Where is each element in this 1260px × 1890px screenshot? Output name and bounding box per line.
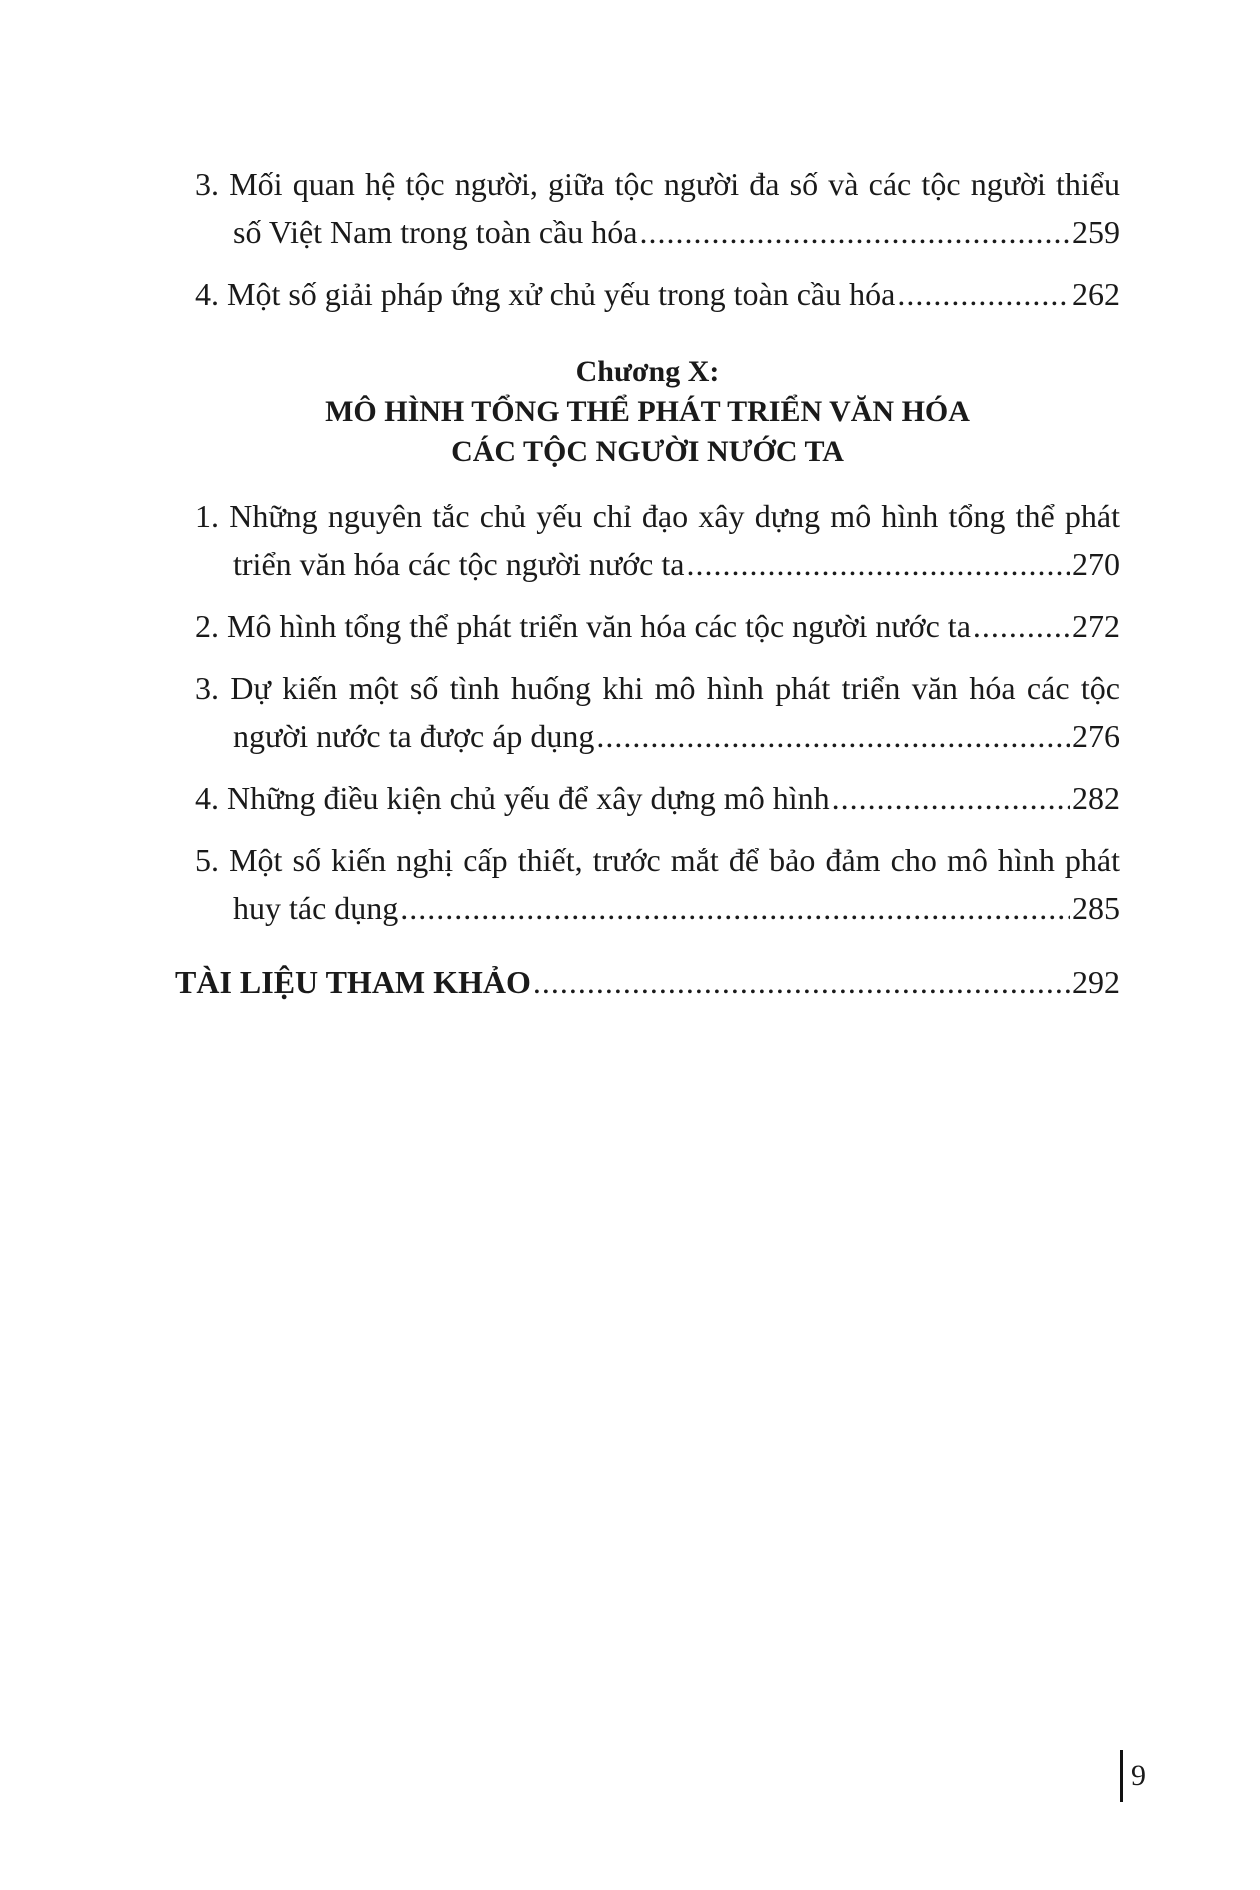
toc-entry	[175, 270, 1120, 318]
toc-entry	[175, 664, 1120, 760]
dot-leader	[533, 958, 1070, 1006]
toc-entry-title: Một số giải pháp ứng xử chủ yếu trong toàn cầu hóa	[227, 276, 896, 312]
toc-page-number: 282	[1072, 780, 1120, 816]
chapter-label: Chương X:	[575, 355, 720, 388]
dot-leader	[832, 774, 1070, 822]
toc-entry-number: 4.	[195, 276, 219, 312]
toc-page-number: 276	[1072, 718, 1120, 754]
toc-entry-number: 1.	[195, 498, 219, 534]
toc-page-number: 292	[1072, 964, 1120, 1000]
toc-page-number: 272	[1072, 608, 1120, 644]
chapter-title-line: MÔ HÌNH TỔNG THỂ PHÁT TRIỂN VĂN HÓA	[325, 395, 970, 428]
toc-entry-line	[175, 492, 1120, 540]
page-number: 9	[1120, 1750, 1146, 1802]
dot-leader	[640, 208, 1071, 256]
toc-entry-title-cont: triển văn hóa các tộc người nước ta	[233, 546, 685, 582]
toc-entry-line	[175, 602, 1120, 650]
toc-page-number: 259	[1072, 214, 1120, 250]
toc-entry-line	[175, 208, 1120, 256]
dot-leader	[973, 602, 1070, 650]
toc-entry-line	[175, 270, 1120, 318]
toc-page-number: 285	[1072, 890, 1120, 926]
toc-entry-line	[175, 774, 1120, 822]
dot-leader	[686, 540, 1070, 588]
toc-entry-line	[175, 664, 1120, 712]
toc-entry-line	[175, 160, 1120, 208]
toc-entry-title: Dự kiến một số tình huống khi mô hình phát triển văn hóa các tộc	[230, 670, 1121, 706]
toc-entry-title: Những điều kiện chủ yếu để xây dựng mô hình	[227, 780, 830, 816]
toc-entry-title: Mối quan hệ tộc người, giữa tộc người đa số và các tộc người thiểu	[229, 166, 1121, 202]
toc-entry-line	[175, 836, 1120, 884]
toc-entry-title-cont: người nước ta được áp dụng	[233, 718, 595, 754]
chapter-heading	[175, 352, 1120, 472]
toc-entry-number: 3.	[195, 166, 219, 202]
toc-entry-number: 4.	[195, 780, 219, 816]
dot-leader	[400, 884, 1070, 932]
dot-leader	[596, 712, 1070, 760]
toc-references-entry	[175, 958, 1120, 1006]
toc-page-number: 262	[1072, 276, 1120, 312]
toc-entry	[175, 602, 1120, 650]
toc-entry-number: 5.	[195, 842, 219, 878]
toc-entry-title: Những nguyên tắc chủ yếu chỉ đạo xây dựng mô hình tổng thể phát	[229, 498, 1121, 534]
toc-entry	[175, 492, 1120, 588]
toc-entry-line	[175, 884, 1120, 932]
toc-entry-title: Một số kiến nghị cấp thiết, trước mắt để bảo đảm cho mô hình phát	[229, 842, 1121, 878]
toc-entry-title-cont: số Việt Nam trong toàn cầu hóa	[233, 214, 638, 250]
toc-entry-title-cont: huy tác dụng	[233, 890, 399, 926]
toc-entry-line	[175, 712, 1120, 760]
toc-entry-number: 3.	[195, 670, 219, 706]
toc-entry-number: 2.	[195, 608, 219, 644]
chapter-title-line: CÁC TỘC NGƯỜI NƯỚC TA	[451, 435, 844, 468]
toc-entry	[175, 160, 1120, 256]
table-of-contents	[175, 160, 1120, 1006]
references-label: TÀI LIỆU THAM KHẢO	[175, 964, 531, 1000]
dot-leader	[897, 270, 1070, 318]
toc-entry-line	[175, 540, 1120, 588]
toc-entry-title: Mô hình tổng thể phát triển văn hóa các tộc người nước ta	[227, 608, 971, 644]
toc-entry	[175, 774, 1120, 822]
toc-entry	[175, 836, 1120, 932]
toc-page-number: 270	[1072, 546, 1120, 582]
